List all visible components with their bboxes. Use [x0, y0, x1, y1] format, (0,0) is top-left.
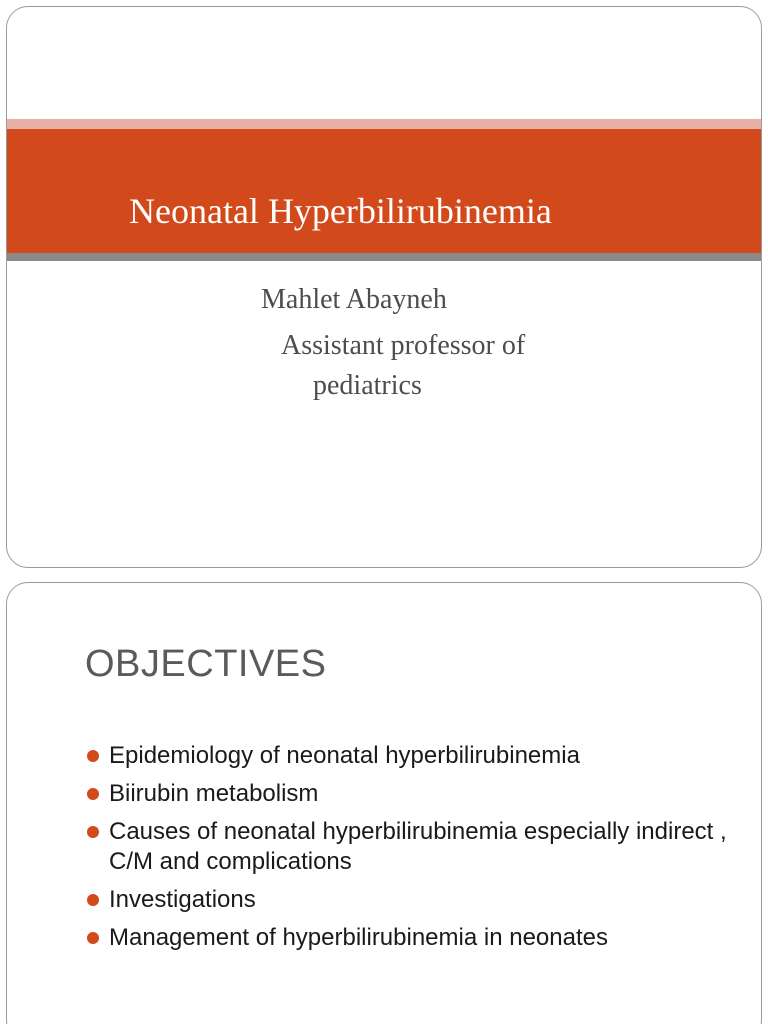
objectives-slide — [6, 582, 762, 1024]
list-item — [87, 741, 747, 771]
title-slide — [6, 6, 762, 568]
author-role-line-1: Assistant professor of — [281, 330, 526, 361]
title-band-accent-top — [7, 119, 761, 129]
list-item — [87, 885, 747, 915]
title-band-accent-bottom — [7, 253, 761, 261]
bullet-icon — [87, 932, 99, 944]
list-item-text: Investigations — [109, 886, 256, 913]
author-role-line-2: pediatrics — [313, 370, 422, 401]
objectives-heading: OBJECTIVES — [85, 643, 327, 685]
bullet-icon — [87, 750, 99, 762]
bullet-icon — [87, 826, 99, 838]
list-item-text: Causes of neonatal hyperbilirubinemia especially indirect , C/M and complications — [109, 818, 727, 875]
list-item — [87, 923, 747, 953]
list-item-text: Biirubin metabolism — [109, 780, 319, 807]
list-item-text: Epidemiology of neonatal hyperbilirubinemia — [109, 742, 580, 769]
list-item — [87, 779, 747, 809]
list-item-text: Management of hyperbilirubinemia in neonates — [109, 924, 608, 951]
bullet-icon — [87, 788, 99, 800]
list-item — [87, 817, 747, 877]
objectives-list — [87, 741, 747, 961]
slide-title: Neonatal Hyperbilirubinemia — [129, 191, 552, 231]
bullet-icon — [87, 894, 99, 906]
author-name: Mahlet Abayneh — [261, 284, 447, 315]
